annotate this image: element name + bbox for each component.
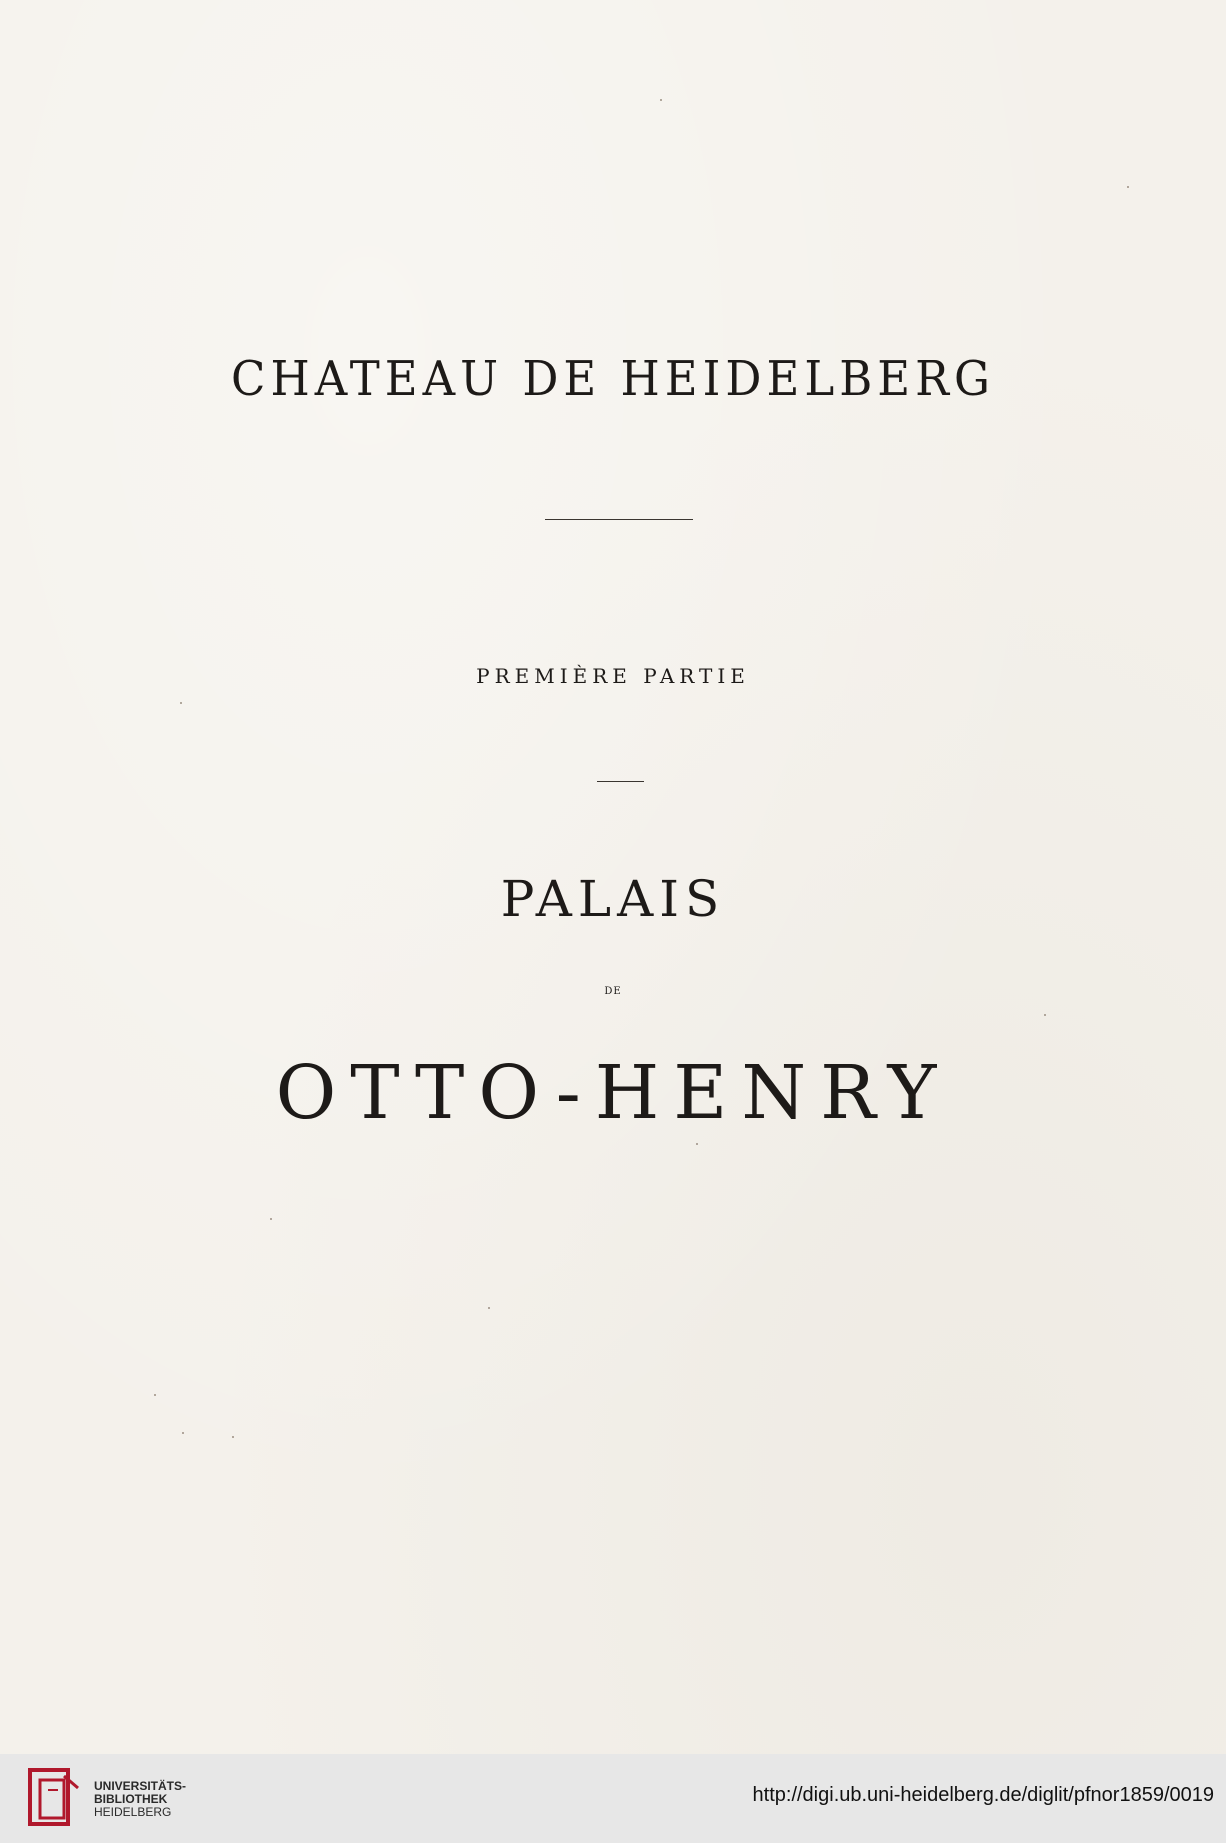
paper-speck: [696, 1143, 698, 1145]
palais-title: PALAIS: [500, 870, 726, 928]
divider-rule-top: [545, 519, 693, 520]
paper-speck: [180, 702, 182, 704]
otto-henry-title: OTTO-HENRY: [275, 1050, 951, 1136]
paper-speck: [1127, 186, 1129, 188]
source-url-link[interactable]: http://digi.ub.uni-heidelberg.de/diglit/pfnor1859/0019: [752, 1784, 1214, 1806]
paper-speck: [660, 99, 662, 101]
divider-rule-short: [597, 781, 644, 782]
part-title: PREMIÈRE PARTIE: [476, 664, 750, 688]
library-logo-icon: [28, 1768, 82, 1828]
paper-speck: [232, 1436, 234, 1438]
institution-line-3: HEIDELBERG: [94, 1805, 172, 1819]
institution-name: [94, 1780, 186, 1819]
institution-line-1: UNIVERSITÄTS-: [94, 1779, 187, 1793]
main-title: CHATEAU DE HEIDELBERG: [231, 350, 995, 407]
institution-line-2: BIBLIOTHEK: [94, 1792, 168, 1806]
paper-speck: [1044, 1014, 1046, 1016]
footer-bar: [0, 1754, 1226, 1843]
paper-speck: [154, 1394, 156, 1396]
paper-speck: [182, 1432, 184, 1434]
paper-speck: [488, 1307, 490, 1309]
de-label: DE: [604, 986, 622, 997]
paper-speck: [270, 1218, 272, 1220]
